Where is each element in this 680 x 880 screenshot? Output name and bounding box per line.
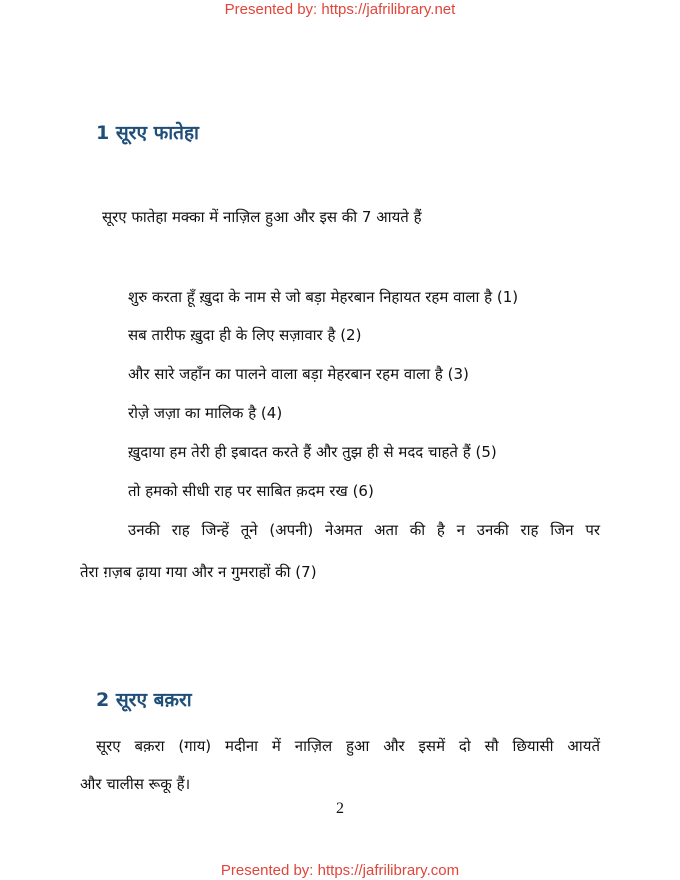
verse-1: शुरु करता हूँ ख़ुदा के नाम से जो बड़ा मेहरबान निहायत रहम वाला है (1) [128, 288, 519, 306]
footer-watermark: Presented by: https://jafrilibrary.com [220, 862, 460, 879]
page-number: 2 [336, 800, 344, 817]
verse-5: ख़ुदाया हम तेरी ही इबादत करते हैं और तुझ ही से मदद चाहते हैं (5) [128, 443, 497, 461]
section-heading-baqara: 2 सूरए बक़रा [96, 689, 192, 711]
section-heading-fateha: 1 सूरए फातेहा [96, 122, 199, 144]
verse-3: और सारे जहाँन का पालने वाला बड़ा मेहरबान रहम वाला है (3) [128, 365, 469, 383]
section-intro-baqara-line-1: सूरए बक़रा (गाय) मदीना में नाज़िल हुआ और इसमें दो सौ छियासी आयतें [96, 737, 600, 755]
section-intro-fateha: सूरए फातेहा मक्का में नाज़िल हुआ और इस की 7 आयते हैं [102, 208, 422, 226]
verse-7-line-2: तेरा ग़ज़ब ढ़ाया गया और न गुमराहों की (7) [80, 563, 317, 581]
verse-2: सब तारीफ ख़ुदा ही के लिए सज़ावार है (2) [128, 326, 362, 344]
verse-4: रोज़े जज़ा का मालिक है (4) [128, 404, 283, 422]
header-watermark: Presented by: https://jafrilibrary.net [224, 1, 456, 18]
section-intro-baqara-line-2: और चालीस रूकू हैं। [80, 775, 191, 793]
verse-7-line-1: उनकी राह जिन्हें तूने (अपनी) नेअमत अता की है न उनकी राह जिन पर [128, 521, 600, 539]
verse-6: तो हमको सीधी राह पर साबित क़दम रख (6) [128, 482, 374, 500]
